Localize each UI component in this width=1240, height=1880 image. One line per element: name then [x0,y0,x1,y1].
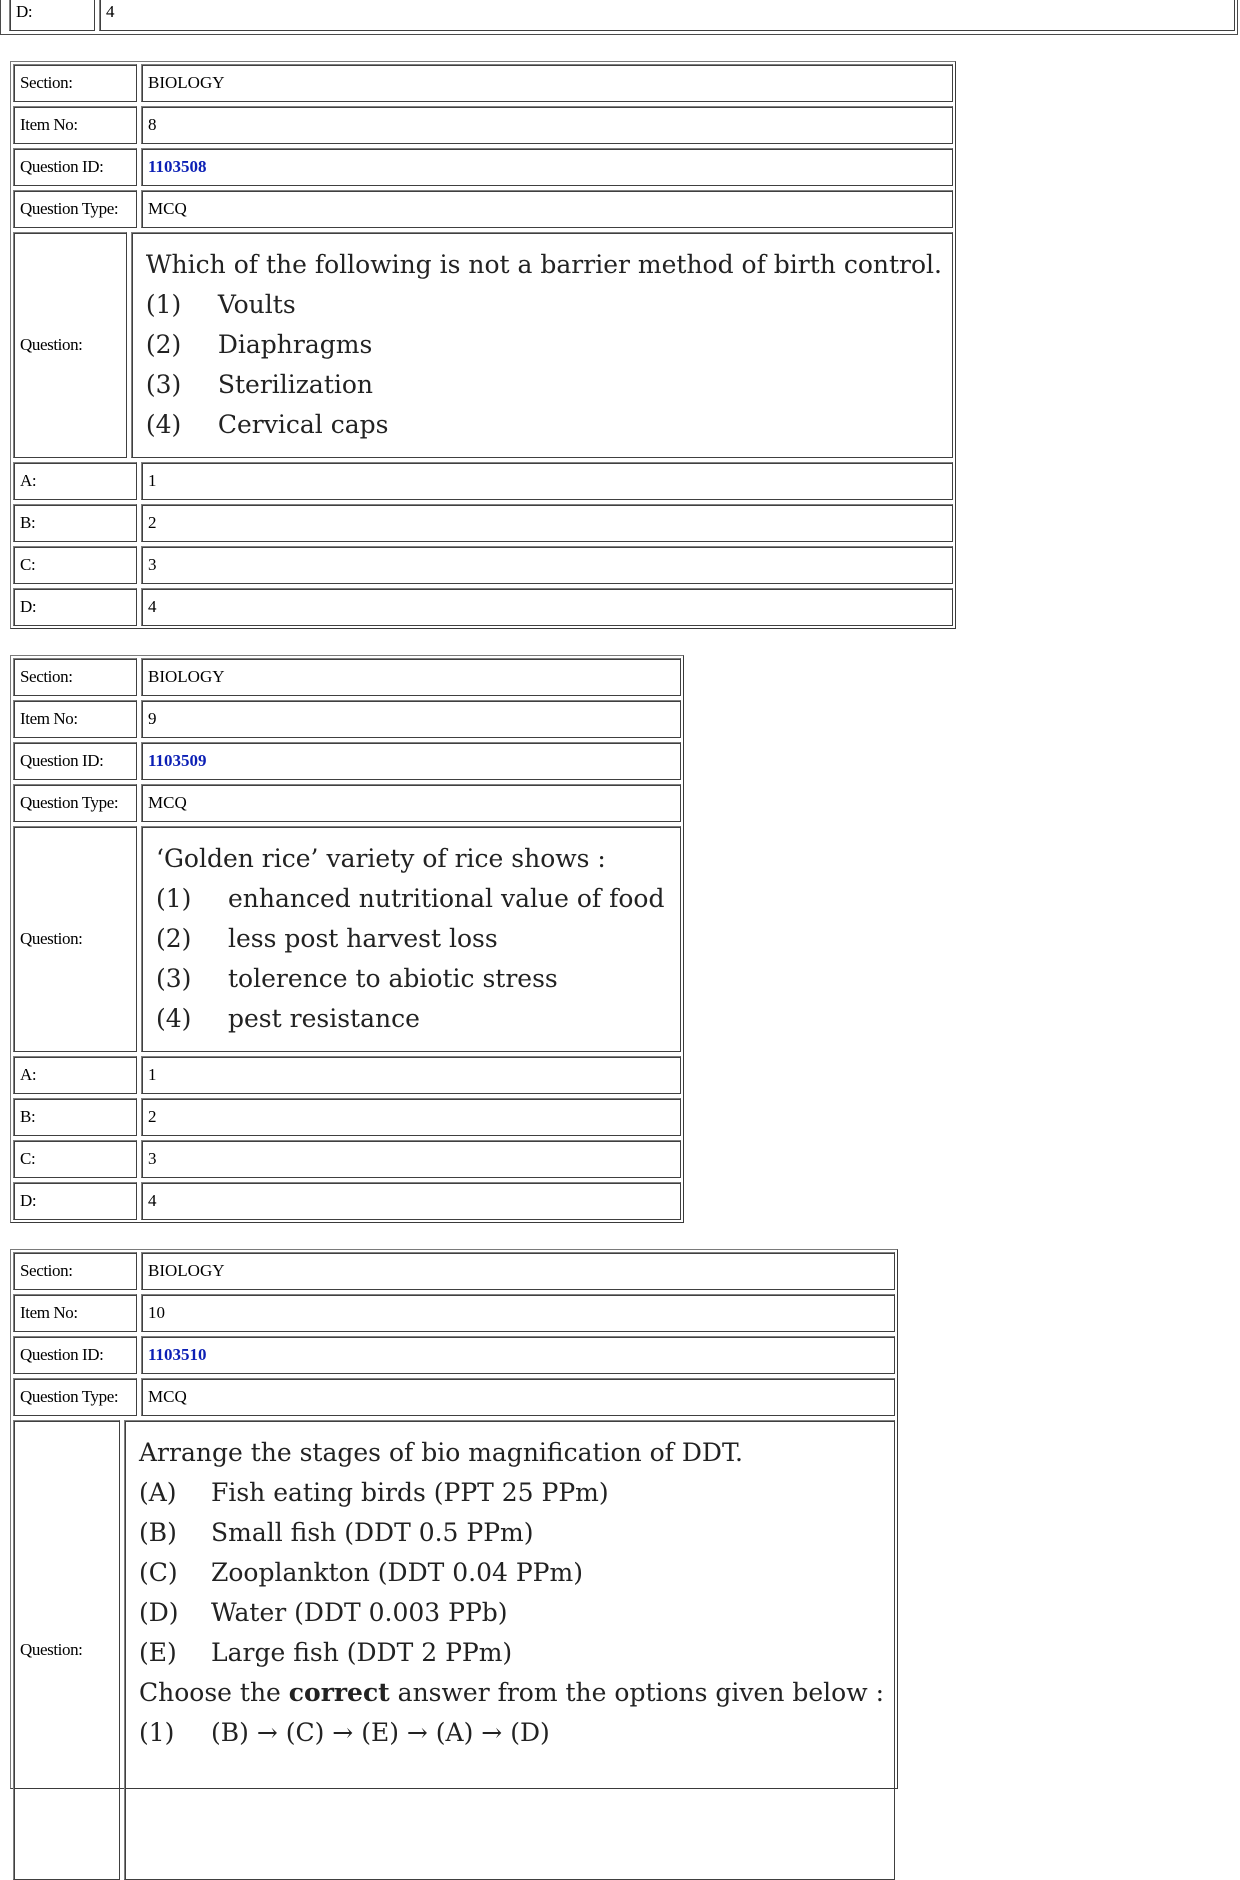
question-label: Question: [13,232,127,458]
question-option [156,919,498,959]
question-type-value: MCQ [141,190,953,228]
previous-item-table-tail [0,0,1238,35]
item-no-label: Item No: [13,700,137,738]
option-text: Large fish (DDT 2 PPm) [211,1638,513,1667]
option-number: (1) [145,290,182,319]
question-body [131,232,953,458]
section-label: Section: [13,1252,137,1290]
option-d-value: 4 [141,1182,681,1220]
question-option [156,999,420,1039]
question-table-item-10 [10,1249,898,1789]
question-label: Question: [13,1420,120,1880]
option-a-value: 1 [141,462,953,500]
question-instruction [139,1673,884,1713]
instruction-emphasis: correct [288,1678,390,1707]
option-d-label: D: [13,588,137,626]
option-d-value: 4 [141,588,953,626]
option-text: less post harvest loss [228,924,498,953]
item-no-label: Item No: [13,106,137,144]
question-body [124,1420,895,1880]
option-number: (2) [145,330,182,359]
question-option [146,365,373,405]
option-number: (E) [139,1638,177,1667]
question-option [146,285,296,325]
question-id-value: 1103510 [141,1336,895,1374]
question-option [156,879,664,919]
option-a-label: A: [13,1056,137,1094]
question-label: Question: [13,826,137,1052]
question-option [146,405,389,445]
section-value: BIOLOGY [141,658,681,696]
question-option [146,325,372,365]
question-stem: Which of the following is not a barrier method of birth control. [145,250,942,279]
item-no-label: Item No: [13,1294,137,1332]
option-text: Cervical caps [217,410,389,439]
option-text: Water (DDT 0.003 PPb) [211,1598,508,1627]
option-a-value: 1 [141,1056,681,1094]
question-option [156,959,558,999]
option-number: (1) [156,884,192,913]
question-table-item-9 [10,655,684,1223]
question-type-value: MCQ [141,1378,895,1416]
question-id-label: Question ID: [13,148,137,186]
option-number: (B) [139,1518,177,1547]
question-type-label: Question Type: [13,784,137,822]
option-text: tolerence to abiotic stress [228,964,558,993]
question-stem: Arrange the stages of bio magnification of DDT. [139,1438,743,1467]
option-text: Voults [217,290,296,319]
answer-option [139,1713,550,1753]
question-stem: ‘Golden rice’ variety of rice shows : [156,844,606,873]
question-id-label: Question ID: [13,742,137,780]
option-number: (1) [139,1718,175,1747]
option-number: (A) [139,1478,177,1507]
item-no-value: 10 [141,1294,895,1332]
option-text: Fish eating birds (PPT 25 PPm) [211,1478,609,1507]
option-b-label: B: [13,1098,137,1136]
question-type-label: Question Type: [13,1378,137,1416]
question-option [139,1473,609,1513]
option-number: (4) [156,1004,192,1033]
question-type-label: Question Type: [13,190,137,228]
section-label: Section: [13,658,137,696]
option-number: (2) [156,924,192,953]
option-c-value: 3 [141,1140,681,1178]
question-type-value: MCQ [141,784,681,822]
option-b-value: 2 [141,504,953,542]
option-text: (B) → (C) → (E) → (A) → (D) [211,1718,550,1747]
question-option [139,1633,512,1673]
question-body [141,826,681,1052]
option-d-label: D: [13,1182,137,1220]
option-text: Diaphragms [217,330,373,359]
instruction-text: answer from the options given below : [389,1678,884,1707]
option-number: (3) [156,964,192,993]
option-c-label: C: [13,546,137,584]
option-c-label: C: [13,1140,137,1178]
option-d-value: 4 [99,0,1235,31]
option-a-label: A: [13,462,137,500]
question-option [139,1553,583,1593]
section-value: BIOLOGY [141,1252,895,1290]
question-id-value: 1103508 [141,148,953,186]
option-number: (3) [145,370,182,399]
question-id-value: 1103509 [141,742,681,780]
option-number: (C) [139,1558,178,1587]
item-no-value: 9 [141,700,681,738]
option-b-value: 2 [141,1098,681,1136]
question-table-item-8 [10,61,956,629]
option-text: enhanced nutritional value of food [228,884,665,913]
option-text: pest resistance [228,1004,420,1033]
question-option [139,1593,508,1633]
question-option [139,1513,534,1553]
section-label: Section: [13,64,137,102]
option-d-label: D: [9,0,95,31]
section-value: BIOLOGY [141,64,953,102]
instruction-text: Choose the [139,1678,289,1707]
option-c-value: 3 [141,546,953,584]
item-no-value: 8 [141,106,953,144]
option-number: (D) [139,1598,179,1627]
option-text: Sterilization [217,370,374,399]
option-number: (4) [145,410,182,439]
option-text: Zooplankton (DDT 0.04 PPm) [211,1558,583,1587]
question-id-label: Question ID: [13,1336,137,1374]
option-b-label: B: [13,504,137,542]
option-text: Small fish (DDT 0.5 PPm) [211,1518,534,1547]
